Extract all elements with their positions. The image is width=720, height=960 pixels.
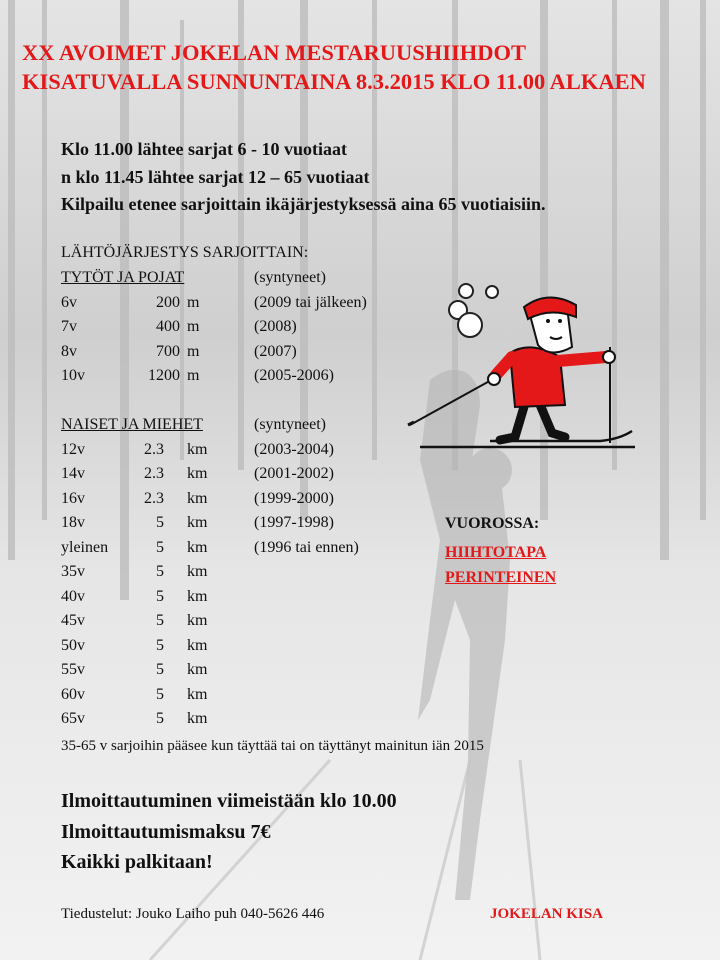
contact-info: Tiedustelut: Jouko Laiho puh 040-5626 446: [61, 906, 325, 922]
table-row: [61, 637, 401, 661]
adults-heading-label: NAISET JA MIEHET: [61, 416, 203, 433]
table-row: [61, 588, 401, 612]
unit-cell: km: [187, 588, 208, 605]
class-cell: 16v: [61, 490, 85, 507]
distance-cell: 2.3: [144, 441, 164, 458]
registration-fee: Ilmoittautumismaksu 7€: [61, 820, 271, 843]
ski-style-line1: HIIHTOTAPA: [445, 544, 547, 561]
class-cell: 50v: [61, 637, 85, 654]
turn-label: VUOROSSA:: [445, 515, 540, 532]
distance-cell: 2.3: [144, 490, 164, 507]
skier-icon: [400, 275, 650, 460]
distance-cell: 400: [156, 318, 180, 335]
born-cell: (2007): [254, 343, 297, 360]
born-cell: (2008): [254, 318, 297, 335]
class-cell: 18v: [61, 514, 85, 531]
table-row: [61, 318, 401, 342]
born-cell: (1999-2000): [254, 490, 334, 507]
distance-cell: 5: [156, 612, 164, 629]
start-times: [61, 136, 546, 219]
event-title-line2: KISATUVALLA SUNNUNTAINA 8.3.2015 KLO 11.00 ALKAEN: [22, 69, 646, 94]
class-cell: 10v: [61, 367, 85, 384]
class-cell: 55v: [61, 661, 85, 678]
class-cell: 6v: [61, 294, 77, 311]
schedule-heading: LÄHTÖJÄRJESTYS SARJOITTAIN:: [61, 244, 309, 261]
distance-cell: 5: [156, 637, 164, 654]
distance-cell: 5: [156, 539, 164, 556]
event-title-line1: XX AVOIMET JOKELAN MESTARUUSHIIHDOT: [22, 40, 527, 65]
event-title: [22, 38, 646, 96]
class-cell: 65v: [61, 710, 85, 727]
unit-cell: km: [187, 661, 208, 678]
born-cell: (2003-2004): [254, 441, 334, 458]
prizes-note: Kaikki palkitaan!: [61, 851, 213, 873]
unit-cell: m: [187, 343, 200, 360]
table-row: [61, 710, 401, 734]
start-time-line: Klo 11.00 lähtee sarjat 6 - 10 vuotiaat: [61, 139, 347, 159]
born-cell: (1996 tai ennen): [254, 539, 359, 556]
distance-cell: 2.3: [144, 465, 164, 482]
unit-cell: m: [187, 318, 200, 335]
start-time-line: n klo 11.45 lähtee sarjat 12 – 65 vuotiaat: [61, 166, 370, 187]
table-row: [61, 441, 401, 465]
distance-cell: 5: [156, 563, 164, 580]
class-cell: 60v: [61, 686, 85, 703]
unit-cell: km: [187, 514, 208, 531]
ski-style-line2: PERINTEINEN: [445, 569, 557, 586]
born-heading: (syntyneet): [254, 269, 326, 286]
unit-cell: km: [187, 710, 208, 727]
unit-cell: km: [187, 637, 208, 654]
age-note: 35-65 v sarjoihin pääsee kun täyttää tai on täyttänyt mainitun iän 2015: [61, 738, 484, 754]
class-cell: 8v: [61, 343, 77, 360]
born-cell: (1997-1998): [254, 514, 334, 531]
distance-cell: 5: [156, 588, 164, 605]
unit-cell: km: [187, 490, 208, 507]
registration-deadline: Ilmoittautuminen viimeistään klo 10.00: [61, 790, 397, 812]
table-row: [61, 612, 401, 636]
born-cell: (2001-2002): [254, 465, 334, 482]
unit-cell: km: [187, 686, 208, 703]
table-row: [61, 514, 401, 538]
organizer-brand: JOKELAN KISA: [490, 906, 603, 922]
born-heading: (syntyneet): [254, 416, 326, 433]
distance-cell: 1200: [148, 367, 180, 384]
table-row: [61, 343, 401, 367]
table-row: [61, 539, 401, 563]
class-cell: 14v: [61, 465, 85, 482]
born-cell: (2009 tai jälkeen): [254, 294, 367, 311]
distance-cell: 5: [156, 686, 164, 703]
ski-style: [445, 540, 556, 590]
children-heading: [61, 269, 326, 287]
class-cell: 7v: [61, 318, 77, 335]
table-row: [61, 465, 401, 489]
table-row: [61, 490, 401, 514]
unit-cell: m: [187, 367, 200, 384]
distance-cell: 5: [156, 514, 164, 531]
distance-cell: 5: [156, 710, 164, 727]
class-cell: yleinen: [61, 539, 109, 556]
unit-cell: km: [187, 465, 208, 482]
class-cell: 12v: [61, 441, 85, 458]
table-row: [61, 661, 401, 685]
class-cell: 35v: [61, 563, 85, 580]
unit-cell: km: [187, 612, 208, 629]
unit-cell: km: [187, 441, 208, 458]
unit-cell: m: [187, 294, 200, 311]
adults-heading: [61, 416, 326, 434]
distance-cell: 200: [156, 294, 180, 311]
children-heading-label: TYTÖT JA POJAT: [61, 269, 185, 286]
registration-info: [61, 786, 397, 878]
table-row: [61, 686, 401, 710]
unit-cell: km: [187, 563, 208, 580]
born-cell: (2005-2006): [254, 367, 334, 384]
unit-cell: km: [187, 539, 208, 556]
table-row: [61, 294, 401, 318]
start-time-line: Kilpailu etenee sarjoittain ikäjärjestyksessä aina 65 vuotiaisiin.: [61, 194, 546, 214]
table-row: [61, 367, 401, 391]
distance-cell: 5: [156, 661, 164, 678]
class-cell: 40v: [61, 588, 85, 605]
table-row: [61, 563, 401, 587]
class-cell: 45v: [61, 612, 85, 629]
distance-cell: 700: [156, 343, 180, 360]
